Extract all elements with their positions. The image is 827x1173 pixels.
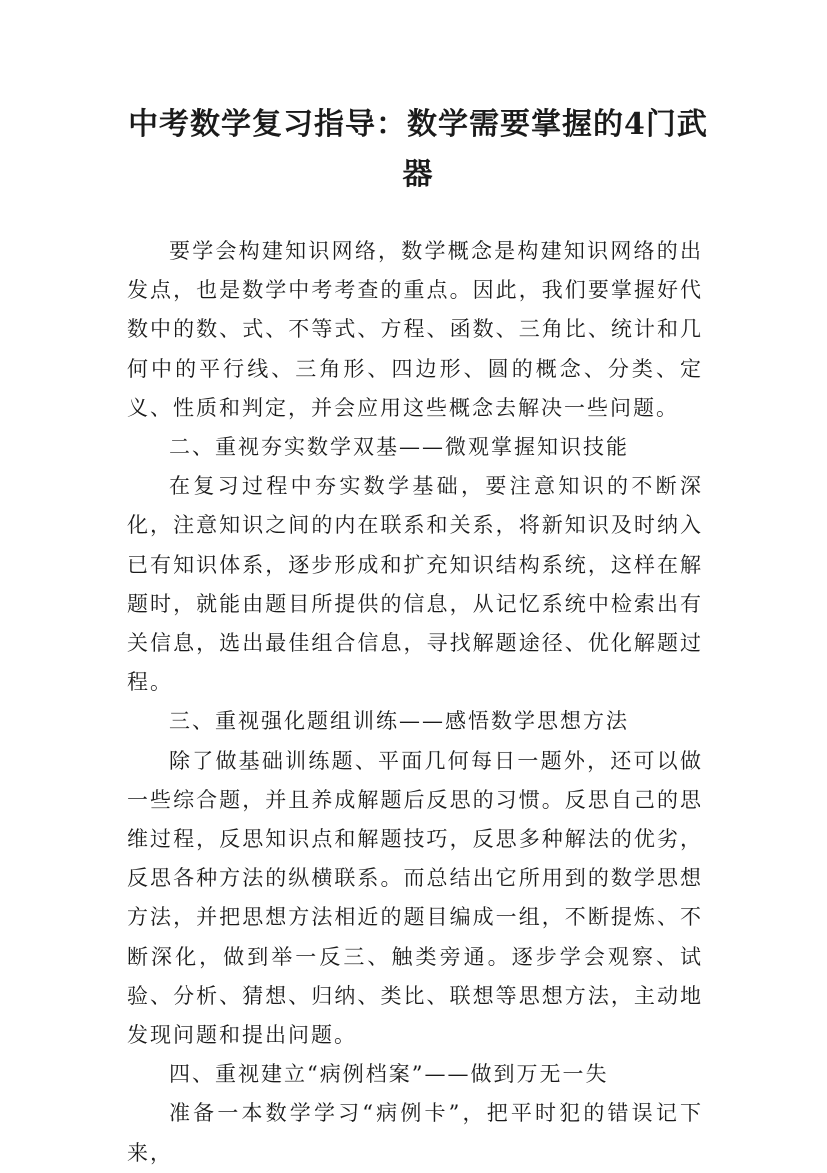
- document-body: [127, 232, 703, 1173]
- paragraph-section-3: 除了做基础训练题、平面几何每日一题外，还可以做一些综合题，并且养成解题后反思的习惯。反思自己的思维过程，反思知识点和解题技巧，反思多种解法的优劣，反思各种方法的纵横联系。而总结出它所用到的数学思想方法，并把思想方法相近的题目编成一组，不断提炼、不断深化，做到举一反三、触类旁通。逐步学会观察、试验、分析、猜想、归纳、类比、联想等思想方法，主动地发现问题和提出问题。: [127, 748, 703, 1048]
- paragraph-intro: 要学会构建知识网络，数学概念是构建知识网络的出发点，也是数学中考考查的重点。因此，我们要掌握好代数中的数、式、不等式、方程、函数、三角比、统计和几何中的平行线、三角形、四边形、圆的概念、分类、定义、性质和判定，并会应用这些概念去解决一些问题。: [127, 239, 703, 420]
- section-heading-3: 三、重视强化题组训练——感悟数学思想方法: [169, 709, 629, 734]
- paragraph-section-2: 在复习过程中夯实数学基础，要注意知识的不断深化，注意知识之间的内在联系和关系，将新知识及时纳入已有知识体系，逐步形成和扩充知识结构系统，这样在解题时，就能由题目所提供的信息，从记忆系统中检索出有关信息，选出最佳组合信息，寻找解题途径、优化解题过程。: [127, 474, 703, 695]
- section-heading-4: 四、重视建立“病例档案”——做到万无一失: [169, 1062, 609, 1087]
- section-heading-2: 二、重视夯实数学双基——微观掌握知识技能: [169, 435, 629, 460]
- document-title: 中考数学复习指导：数学需要掌握的4门武器: [128, 107, 708, 192]
- paragraph-section-4: 准备一本数学学习“病例卡”，把平时犯的错误记下来，: [127, 1101, 703, 1165]
